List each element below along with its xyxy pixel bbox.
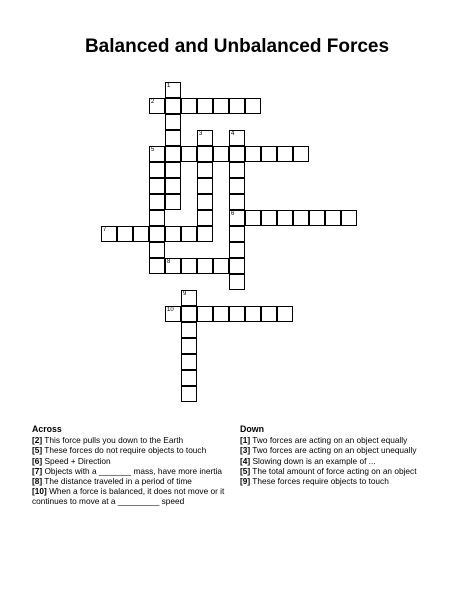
down-clue	[240, 445, 450, 455]
clue-text: Objects with a _______ mass, have more inertia	[44, 465, 223, 476]
crossword-cell[interactable]	[245, 146, 261, 162]
crossword-cell[interactable]	[149, 194, 165, 210]
crossword-cell[interactable]	[229, 306, 245, 322]
crossword-cell[interactable]	[293, 146, 309, 162]
clue-text: These forces require objects to touch	[252, 476, 389, 487]
crossword-cell[interactable]	[149, 162, 165, 178]
clue-number: [3]	[240, 445, 251, 456]
crossword-cell[interactable]	[181, 98, 197, 114]
crossword-cell[interactable]	[165, 226, 181, 242]
clue-number: [4]	[240, 455, 251, 466]
crossword-cell[interactable]	[277, 210, 293, 226]
crossword-cell[interactable]	[133, 226, 149, 242]
clue-text: Two forces are acting on an object equally	[252, 435, 408, 446]
crossword-cell[interactable]	[197, 226, 213, 242]
crossword-cell[interactable]	[197, 178, 213, 194]
crossword-cell[interactable]	[197, 162, 213, 178]
cell-number: 1	[167, 83, 171, 89]
down-clue	[240, 435, 450, 445]
down-heading: Down	[240, 424, 264, 434]
cell-number: 2	[151, 99, 155, 105]
crossword-cell[interactable]	[309, 210, 325, 226]
crossword-cell[interactable]	[149, 178, 165, 194]
crossword-cell[interactable]	[261, 306, 277, 322]
cell-number: 6	[231, 211, 235, 217]
across-clue	[32, 466, 230, 476]
across-clue	[32, 476, 230, 486]
crossword-cell[interactable]	[197, 130, 213, 146]
cell-number: 3	[199, 131, 203, 137]
crossword-cell[interactable]	[165, 98, 181, 114]
crossword-cell[interactable]	[197, 210, 213, 226]
page-title: Balanced and Unbalanced Forces	[84, 36, 390, 57]
cell-number: 7	[103, 227, 107, 233]
clue-number: [2]	[32, 435, 43, 446]
crossword-cell[interactable]	[245, 210, 261, 226]
crossword-cell[interactable]	[229, 98, 245, 114]
cell-number: 8	[167, 259, 171, 265]
clue-text: When a force is balanced, it does not move or it continues to move at a _________ speed	[32, 486, 225, 507]
clue-number: [5]	[32, 445, 43, 456]
crossword-cell[interactable]	[261, 210, 277, 226]
crossword-cell[interactable]	[165, 306, 181, 322]
crossword-cell[interactable]	[229, 242, 245, 258]
crossword-cell[interactable]	[229, 274, 245, 290]
crossword-cell[interactable]	[149, 98, 165, 114]
crossword-cell[interactable]	[165, 258, 181, 274]
crossword-cell[interactable]	[213, 258, 229, 274]
clue-number: [8]	[32, 476, 43, 487]
clue-number: [6]	[32, 455, 43, 466]
crossword-cell[interactable]	[149, 146, 165, 162]
crossword-cell[interactable]	[165, 130, 181, 146]
crossword-cell[interactable]	[149, 226, 165, 242]
across-clues	[32, 424, 230, 507]
crossword-cell[interactable]	[229, 146, 245, 162]
crossword-cell[interactable]	[325, 210, 341, 226]
down-clue	[240, 466, 450, 476]
crossword-cell[interactable]	[341, 210, 357, 226]
crossword-cell[interactable]	[229, 210, 245, 226]
cell-number: 10	[167, 307, 174, 313]
down-clue	[240, 456, 450, 466]
crossword-cell[interactable]	[229, 162, 245, 178]
crossword-cell[interactable]	[165, 194, 181, 210]
down-clue	[240, 476, 450, 486]
crossword-cell[interactable]	[245, 306, 261, 322]
crossword-cell[interactable]	[181, 322, 197, 338]
crossword-cell[interactable]	[213, 306, 229, 322]
clue-number: [9]	[240, 476, 251, 487]
across-clue	[32, 445, 230, 455]
clue-number: [1]	[240, 435, 251, 446]
crossword-cell[interactable]	[277, 306, 293, 322]
across-clue	[32, 486, 230, 506]
clue-text: The total amount of force acting on an object	[252, 465, 417, 476]
crossword-cell[interactable]	[229, 226, 245, 242]
cell-number: 5	[151, 147, 155, 153]
crossword-cell[interactable]	[181, 338, 197, 354]
crossword-cell[interactable]	[197, 146, 213, 162]
clue-text: This force pulls you down to the Earth	[44, 435, 184, 446]
across-clue	[32, 456, 230, 466]
cell-number: 4	[231, 131, 235, 137]
crossword-cell[interactable]	[213, 146, 229, 162]
clue-text: These forces do not require objects to touch	[44, 445, 207, 456]
crossword-cell[interactable]	[181, 258, 197, 274]
crossword-cell[interactable]	[181, 386, 197, 402]
cell-number: 9	[183, 291, 187, 297]
crossword-cell[interactable]	[165, 114, 181, 130]
crossword-cell[interactable]	[213, 98, 229, 114]
crossword-cell[interactable]	[181, 226, 197, 242]
clue-text: Two forces are acting on an object unequally	[252, 445, 417, 456]
crossword-cell[interactable]	[229, 178, 245, 194]
across-clue	[32, 435, 230, 445]
crossword-cell[interactable]	[197, 194, 213, 210]
crossword-cell[interactable]	[165, 178, 181, 194]
crossword-cell[interactable]	[197, 98, 213, 114]
crossword-cell[interactable]	[181, 370, 197, 386]
down-clues	[240, 424, 450, 486]
crossword-cell[interactable]	[245, 98, 261, 114]
crossword-cell[interactable]	[165, 82, 181, 98]
crossword-cell[interactable]	[293, 210, 309, 226]
crossword-cell[interactable]	[181, 290, 197, 306]
crossword-cell[interactable]	[181, 306, 197, 322]
crossword-cell[interactable]	[149, 210, 165, 226]
crossword-cell[interactable]	[165, 146, 181, 162]
crossword-cell[interactable]	[197, 258, 213, 274]
clue-text: Speed + Direction	[44, 455, 111, 466]
clue-number: [7]	[32, 465, 43, 476]
clue-text: The distance traveled in a period of time	[44, 476, 192, 487]
crossword-cell[interactable]	[261, 146, 277, 162]
across-heading: Across	[32, 424, 62, 434]
clue-number: [5]	[240, 465, 251, 476]
crossword-cell[interactable]	[197, 306, 213, 322]
crossword-cell[interactable]	[181, 146, 197, 162]
crossword-cell[interactable]	[181, 354, 197, 370]
crossword-cell[interactable]	[165, 162, 181, 178]
crossword-cell[interactable]	[277, 146, 293, 162]
crossword-cell[interactable]	[101, 226, 117, 242]
clue-text: Slowing down is an example of ...	[252, 455, 376, 466]
crossword-cell[interactable]	[117, 226, 133, 242]
crossword-cell[interactable]	[229, 258, 245, 274]
crossword-cell[interactable]	[149, 258, 165, 274]
clue-number: [10]	[32, 486, 47, 497]
crossword-cell[interactable]	[149, 242, 165, 258]
crossword-cell[interactable]	[229, 194, 245, 210]
crossword-cell[interactable]	[229, 130, 245, 146]
